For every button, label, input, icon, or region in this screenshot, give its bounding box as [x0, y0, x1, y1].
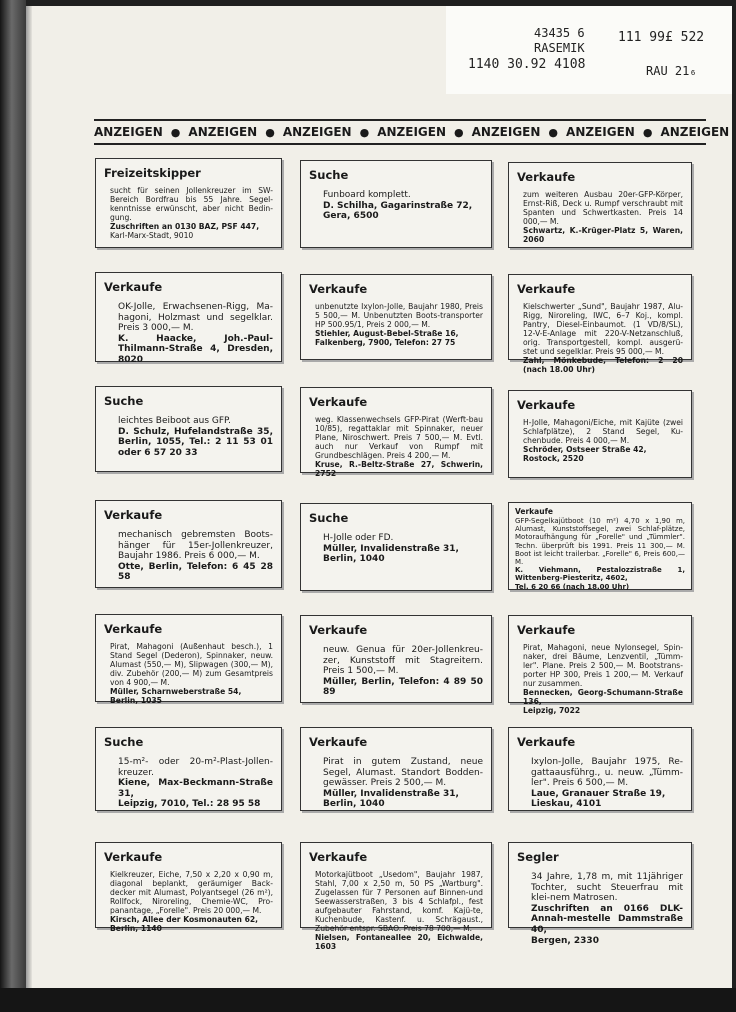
ad-plast-jollenkreuzer [95, 727, 282, 811]
ad-title: Verkaufe [104, 622, 163, 636]
page-gutter [26, 6, 32, 988]
ad-text [309, 870, 483, 951]
ad-line: Zahl, Mönkebude, Telefon: 2 20 (nach 18.00 Uhr) [523, 356, 683, 374]
book-spine [0, 0, 26, 1012]
ad-funboard [300, 160, 492, 248]
ad-line: Kiene, Max-Beckmann-Straße 31, [118, 778, 273, 799]
label-line: 1140 30.92 4108 [468, 57, 586, 72]
ad-line: Zuschriften an 0166 DLK-Annah-mestelle Dammstraße 40, [531, 903, 683, 935]
scan-edge [0, 988, 736, 1012]
ad-line: Motorkajütboot „Usedom", Baujahr 1987, Stahl, 7,00 x 2,50 m, 50 PS „Wartburg". Zugelassen für 7 Personen auf Binnen-und Seewasserstraßen, 3 bis 4 Schlafpl., fest aufgebauter Fahrstand, komf. Kajü-te, Kuchenbude, Kastenf. u. Schrägaust., Zubehör entspr. SBAO. Preis 78 700,— M. [315, 870, 483, 933]
ad-title: Verkaufe [309, 623, 368, 637]
ad-text [517, 190, 683, 244]
ad-ixylon-jolle-1980 [300, 274, 492, 360]
banner-word: ANZEIGEN [94, 125, 163, 139]
ad-title: Verkaufe [517, 623, 576, 637]
ad-line: Falkenberg, 7900, Telefon: 27 75 [315, 338, 456, 347]
ad-line: Kielkreuzer, Eiche, 7,50 x 2,20 x 0,90 m, diagonal beplankt, geräumiger Back-decker mit Alumast, Polyantsegel (26 m²), Rollfock, Niroreling, Chemie-WC, Pro-panantage, „Forelle". Preis 20 000,— M. [110, 870, 273, 915]
ad-title: Suche [309, 168, 349, 182]
ad-gfp-pirat [300, 387, 492, 478]
ad-text [309, 415, 483, 478]
ad-line: Kruse, R.-Beltz-Straße 27, Schwerin, 2752 [315, 460, 483, 478]
ad-line: D. Schilha, Gagarinstraße 72, [323, 200, 473, 211]
ad-line: Leipzig, 7022 [523, 706, 581, 715]
ad-line: Berlin, 1035 [110, 696, 162, 705]
ad-text [104, 416, 273, 458]
ad-text [104, 870, 273, 933]
ad-line: Pirat, Mahagoni, neue Nylonsegel, Spin-naker, drei Bäume, Lenzventil, „Tümm-ler". Plane. Preis 2 500,— M. Bootstrans-porter HP 300, Preis 1 200,— M. Verkauf nur zusammen. [523, 643, 683, 688]
banner-bullet: ● [454, 125, 464, 139]
banner-bullet: ● [170, 125, 181, 139]
ad-text [309, 757, 483, 810]
anzeigen-banner [94, 119, 730, 145]
ad-line: D. Schulz, Hufelandstraße 35, Berlin, 1055, Tel.: 2 11 53 01 oder 6 57 20 33 [118, 426, 273, 458]
magazine-page [26, 6, 732, 988]
ad-line: Bennecken, Georg-Schumann-Straße 136, [523, 688, 683, 706]
ad-title: Suche [104, 735, 144, 749]
ad-text [309, 190, 483, 222]
ad-text [309, 645, 483, 698]
ad-line: Leipzig, 7010, Tel.: 28 95 58 [118, 799, 261, 810]
ad-beiboot [95, 386, 282, 472]
ad-line: 34 Jahre, 1,78 m, mit 11jähriger Tochter, sucht Steuerfrau mit klei-nem Matrosen. [531, 872, 683, 904]
ad-pirat-gutem-zustand [300, 727, 492, 811]
ad-freizeitskipper [95, 158, 282, 248]
label-line: 111 99£ 522 [618, 30, 705, 45]
ad-text [104, 642, 273, 705]
ad-line: Nielsen, Fontaneallee 20, Eichwalde, 1603 [315, 933, 483, 951]
ad-line: Pirat in gutem Zustand, neue Segel, Alumast. Standort Bodden-gewässer. Preis 2 500,— M. [323, 757, 483, 789]
ad-line: Kielschwerter „Sund", Baujahr 1987, Alu-Rigg, Niroreling, IWC, 6–7 Koj., kompl. Pantry, Diesel-Einbaumot. (1 VD/8/SL), 12-V-E-Anlage mit 220-V-Netzanschluß, orig. Transportgestell, kompl. ausgerü-stet und segelklar. Preis 95 000,— M. [523, 302, 683, 356]
ad-title: Verkaufe [104, 850, 163, 864]
ad-line: Karl-Marx-Stadt, 9010 [110, 231, 194, 240]
ad-line: Pirat, Mahagoni (Außenhaut besch.), 1 Stand Segel (Dederon), Spinnaker, neuw. Alumast (550,— M), Slipwagen (300,— M), div. Zubehör (200,— M) zum Gesamtpreis von 4 900,— M. [110, 642, 273, 687]
banner-word: ANZEIGEN [660, 125, 730, 139]
ad-pirat-mahagoni-2 [508, 615, 692, 715]
banner-bullet: ● [548, 125, 559, 139]
banner-word: ANZEIGEN [566, 125, 635, 139]
ad-line: Tel. 6 20 66 (nach 18.00 Uhr) [515, 582, 630, 591]
ad-text [104, 530, 273, 583]
ad-line: Gera, 6500 [323, 211, 379, 222]
ad-title: Verkaufe [309, 850, 368, 864]
ad-line: sucht für seinen Jollenkreuzer im SW-Bereich Bordfrau bis 55 Jahre. Segel-kenntnisse erwünscht, aber nicht Bedin-gung. [110, 186, 273, 222]
ad-line: Kirsch, Allee der Kosmonauten 62, [110, 915, 259, 924]
library-label [446, 6, 732, 94]
ad-bootshaenger [95, 500, 282, 588]
ad-line: Ixylon-Jolle, Baujahr 1975, Re-gattaausführg., u. neuw. „Tümm-ler". Preis 6 500,— M. [531, 757, 683, 789]
banner-bullet: ● [642, 125, 653, 139]
ad-line: mechanisch gebremsten Boots-hänger für 15er-Jollenkreuzer, Baujahr 1986. Preis 6 000,— M. [118, 530, 273, 562]
ad-line: Müller, Scharnweberstraße 54, [110, 687, 242, 696]
ad-text [104, 302, 273, 366]
ad-line: GFP-Segelkajütboot (10 m²) 4,70 x 1,90 m, Alumast, Kunststoffsegel, zwei Schlaf-plätze, Motoraufhängung für „Forelle" und „Tümmler". Techn. überprüft bis 1991. Preis 11 300,— M. Boot ist leicht trailerbar. „Forelle" 6, Preis 600,— M. [515, 517, 685, 567]
ad-text [517, 643, 683, 715]
ad-title: Verkaufe [309, 395, 368, 409]
banner-bullet: ● [265, 125, 275, 139]
ad-line: unbenutzte Ixylon-Jolle, Baujahr 1980, Preis 5 500,— M. Unbenutzten Boots-transporter HP 500.95/1, Preis 2 000,— M. [315, 302, 483, 329]
ad-line: OK-Jolle, Erwachsenen-Rigg, Ma-hagoni, Holzmast und segelklar. Preis 3 000,— M. [118, 302, 273, 334]
ad-title: Verkaufe [104, 508, 163, 522]
ad-title: Verkaufe [515, 507, 553, 516]
ad-h-jolle-fd [300, 503, 492, 591]
ad-line: Lieskau, 4101 [531, 799, 602, 810]
banner-word: ANZEIGEN [188, 125, 258, 139]
ad-line: Stiehler, August-Bebel-Straße 16, [315, 329, 459, 338]
ad-line: Berlin, 1040 [323, 554, 385, 565]
ad-title: Suche [309, 511, 349, 525]
ad-text [517, 418, 683, 463]
ad-title: Verkaufe [517, 398, 576, 412]
ad-text [517, 757, 683, 810]
label-line: 43435 6 [534, 26, 585, 40]
ad-segler [508, 842, 692, 946]
ad-title: Verkaufe [104, 280, 163, 294]
ad-line: weg. Klassenwechsels GFP-Pirat (Werft-bau 10/85), regattaklar mit Spinnaker, neuer Plane, Niroschwert. Preis 7 500,— M. Evtl. auch nur Verkauf von Rumpf mit Grundbeschlägen. Preis 4 200,— M. [315, 415, 483, 460]
ad-line: Müller, Invalidenstraße 31, [323, 543, 459, 554]
banner-word: ANZEIGEN [282, 125, 352, 139]
ad-text [309, 533, 483, 565]
ad-ixylon-1975 [508, 727, 692, 811]
ad-title: Verkaufe [517, 170, 576, 184]
ad-pirat-mahagoni-1 [95, 614, 282, 705]
ad-title: Verkaufe [517, 735, 576, 749]
ad-kielschwerter-sund [508, 274, 692, 374]
ad-text [517, 872, 683, 946]
ad-line: Funboard komplett. [323, 190, 411, 200]
ad-line: K. Haacke, Joh.-Paul-Thilmann-Straße 4, Dresden, 8020 [118, 333, 273, 365]
ad-line: leichtes Beiboot aus GFP. [118, 416, 231, 426]
ad-ok-jolle [95, 272, 282, 365]
ad-line: Berlin, 1040 [323, 799, 385, 810]
ad-title: Verkaufe [309, 735, 368, 749]
ad-genua [300, 615, 492, 703]
ad-text [309, 302, 483, 347]
ad-line: Schröder, Ostseer Straße 42, [523, 445, 647, 454]
ad-line: Müller, Berlin, Telefon: 4 89 50 89 [323, 676, 483, 698]
ad-line: Laue, Granauer Straße 19, [531, 788, 666, 799]
banner-bullet: ● [359, 125, 370, 139]
ad-motorkajuetboot-usedom [300, 842, 492, 951]
ad-line: Otte, Berlin, Telefon: 6 45 28 58 [118, 561, 273, 583]
ad-line: Berlin, 1140 [110, 924, 162, 933]
ad-title: Freizeitskipper [104, 166, 201, 180]
ad-line: 15-m²- oder 20-m²-Plast-Jollen-kreuzer. [118, 757, 273, 778]
ad-text [515, 517, 685, 591]
ad-text [517, 302, 683, 374]
banner-word: ANZEIGEN [377, 125, 447, 139]
ad-title: Verkaufe [309, 282, 368, 296]
ad-h-jolle-mahagoni [508, 390, 692, 478]
ad-segelkajuetboot [508, 502, 692, 590]
ad-kielkreuzer [95, 842, 282, 933]
ad-title: Verkaufe [517, 282, 576, 296]
ad-line: K. Viehmann, Pestalozzistraße 1, Wittenberg-Piesteritz, 4602, [515, 566, 685, 583]
label-line: RASEMIK [534, 41, 585, 55]
ad-20er-gfp [508, 162, 692, 248]
ad-line: H-Jolle, Mahagoni/Eiche, mit Kajüte (zwei Schlafplätze), 2 Stand Segel, Ku-chenbude. Preis 4 000,— M. [523, 418, 683, 445]
ad-text [104, 757, 273, 810]
banner-word: ANZEIGEN [471, 125, 541, 139]
ad-line: zum weiteren Ausbau 20er-GFP-Körper, Ernst-Riß, Deck u. Rumpf verschraubt mit Spanten und Schwertkasten. Preis 14 000,— M. [523, 190, 683, 226]
ad-line: Rostock, 2520 [523, 454, 584, 463]
label-line: RAU 21₆ [646, 64, 697, 78]
ad-title: Suche [104, 394, 144, 408]
ad-line: Bergen, 2330 [531, 935, 599, 946]
ad-line: Schwartz, K.-Krüger-Platz 5, Waren, 2060 [523, 226, 683, 244]
ad-line: Zuschriften an 0130 BAZ, PSF 447, [110, 222, 260, 231]
ad-text [104, 186, 273, 240]
ad-line: H-Jolle oder FD. [323, 533, 394, 543]
ad-title: Segler [517, 850, 559, 864]
ad-line: neuw. Genua für 20er-Jollenkreu-zer, Kunststoff mit Stagreitern. Preis 1 500,— M. [323, 645, 483, 677]
ad-line: Müller, Invalidenstraße 31, [323, 788, 459, 799]
